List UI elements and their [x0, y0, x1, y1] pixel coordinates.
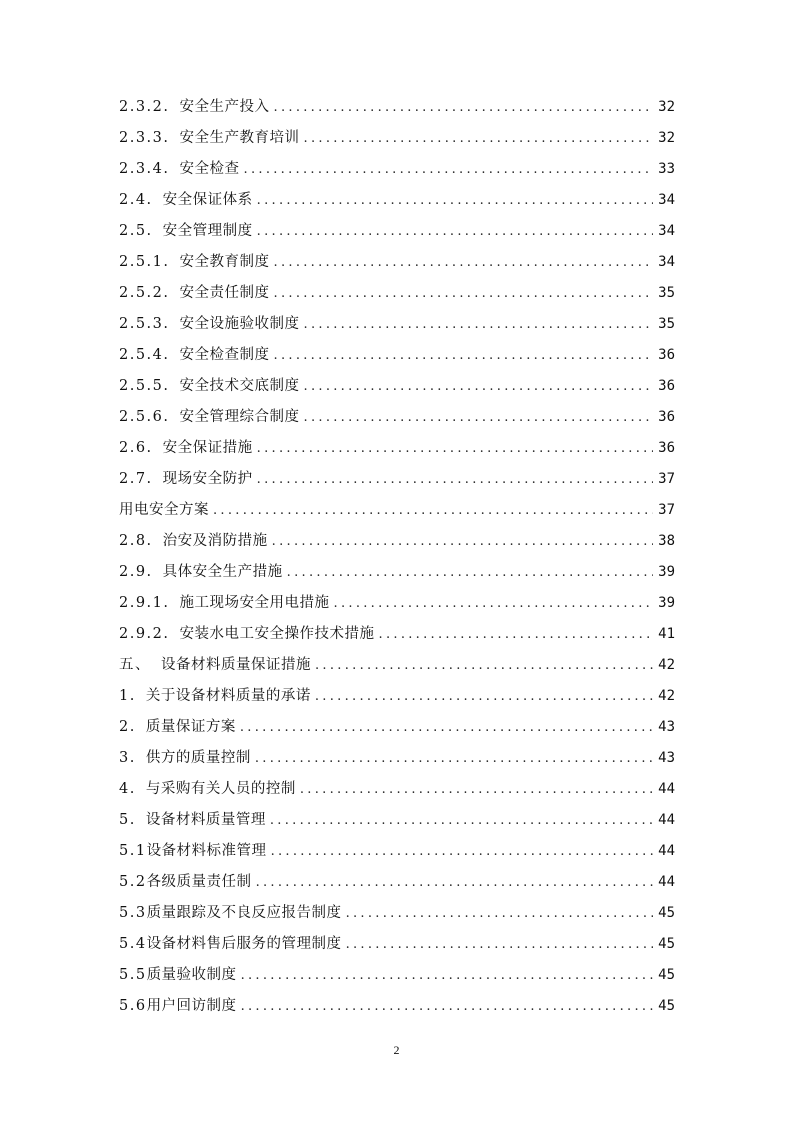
toc-entry-page: 37	[658, 471, 675, 487]
toc-dot-leader	[240, 712, 653, 743]
toc-dot-leader	[244, 154, 653, 185]
toc-dot-leader	[270, 805, 653, 836]
toc-entry-number: 2.3.4.	[119, 161, 170, 177]
toc-entry[interactable]	[119, 402, 675, 433]
toc-entry-title: 与采购有关人员的控制	[145, 781, 296, 797]
toc-entry-page: 42	[658, 657, 675, 673]
toc-entry-page: 44	[658, 874, 675, 890]
toc-dot-leader	[274, 278, 653, 309]
toc-entry-title: 设备材料质量管理	[145, 812, 266, 828]
toc-entry[interactable]	[119, 588, 675, 619]
toc-entry-title: 供方的质量控制	[145, 750, 251, 766]
toc-entry[interactable]	[119, 154, 675, 185]
toc-entry-page: 34	[658, 254, 675, 270]
toc-dot-leader	[257, 433, 653, 464]
toc-entry-page: 44	[658, 812, 675, 828]
toc-entry-page: 33	[658, 161, 675, 177]
toc-entry-number: 2.9.1.	[119, 595, 170, 611]
toc-dot-leader	[346, 929, 653, 960]
toc-entry-number: 2.5.6.	[119, 409, 170, 425]
toc-dot-leader	[274, 340, 653, 371]
toc-entry[interactable]	[119, 867, 675, 898]
toc-entry-number: 2.5.4.	[119, 347, 170, 363]
toc-entry-page: 39	[658, 564, 675, 580]
toc-entry[interactable]	[119, 464, 675, 495]
toc-dot-leader	[379, 619, 653, 650]
toc-entry-number: 5.6	[119, 998, 147, 1014]
toc-entry-title: 安全生产教育培训	[179, 130, 300, 146]
toc-entry[interactable]	[119, 774, 675, 805]
toc-entry-title: 安全检查制度	[179, 347, 270, 363]
toc-entry[interactable]	[119, 743, 675, 774]
toc-dot-leader	[256, 867, 653, 898]
toc-entry-title: 现场安全防护	[162, 471, 253, 487]
toc-entry-title: 安全技术交底制度	[179, 378, 300, 394]
toc-entry-title: 质量验收制度	[146, 967, 237, 983]
toc-entry-page: 45	[658, 905, 675, 921]
toc-entry[interactable]	[119, 836, 675, 867]
toc-entry[interactable]	[119, 123, 675, 154]
toc-entry-number: 5.1	[119, 843, 147, 859]
toc-entry-number: 2.	[119, 719, 136, 735]
toc-entry-page: 45	[658, 998, 675, 1014]
toc-entry-title: 安全保证措施	[162, 440, 253, 456]
toc-entry[interactable]	[119, 805, 675, 836]
toc-entry[interactable]	[119, 371, 675, 402]
toc-entry-title: 安全教育制度	[179, 254, 270, 270]
page-number: 2	[393, 1043, 400, 1057]
toc-entry-title: 各级质量责任制	[146, 874, 252, 890]
toc-entry[interactable]	[119, 712, 675, 743]
toc-entry-number: 5.2	[119, 874, 147, 890]
toc-entry[interactable]	[119, 92, 675, 123]
toc-entry-title: 安全生产投入	[179, 99, 270, 115]
toc-entry[interactable]	[119, 898, 675, 929]
toc-dot-leader	[304, 402, 653, 433]
toc-entry-number: 4.	[119, 781, 136, 797]
toc-entry-title: 安全管理综合制度	[179, 409, 300, 425]
toc-dot-leader	[287, 557, 653, 588]
toc-dot-leader	[255, 743, 653, 774]
toc-entry-page: 42	[658, 688, 675, 704]
toc-entry-number: 2.3.3.	[119, 130, 170, 146]
toc-entry-number: 2.3.2.	[119, 99, 170, 115]
toc-entry-number: 2.5.3.	[119, 316, 170, 332]
toc-entry-page: 35	[658, 285, 675, 301]
toc-entry[interactable]	[119, 216, 675, 247]
toc-entry-title: 安全保证体系	[162, 192, 253, 208]
toc-entry-number: 2.4.	[119, 192, 153, 208]
toc-entry[interactable]	[119, 340, 675, 371]
toc-entry-page: 36	[658, 378, 675, 394]
toc-dot-leader	[241, 960, 653, 991]
toc-entry-number: 2.9.	[119, 564, 153, 580]
toc-entry-number: 2.5.1.	[119, 254, 170, 270]
toc-entry-page: 36	[658, 440, 675, 456]
toc-entry-title: 设备材料售后服务的管理制度	[146, 936, 342, 952]
toc-dot-leader	[274, 92, 653, 123]
toc-entry[interactable]	[119, 278, 675, 309]
toc-entry-page: 39	[658, 595, 675, 611]
toc-entry[interactable]	[119, 247, 675, 278]
toc-entry-title: 治安及消防措施	[162, 533, 268, 549]
toc-entry[interactable]	[119, 557, 675, 588]
toc-entry-title: 用户回访制度	[146, 998, 237, 1014]
toc-entry-number: 5.4	[119, 936, 147, 952]
toc-entry[interactable]	[119, 495, 675, 526]
toc-entry-page: 36	[658, 409, 675, 425]
toc-entry-title: 施工现场安全用电措施	[179, 595, 330, 611]
toc-entry-number: 2.6.	[119, 440, 153, 456]
table-of-contents	[119, 92, 675, 1022]
toc-entry[interactable]	[119, 681, 675, 712]
toc-entry-page: 44	[658, 843, 675, 859]
toc-entry-page: 43	[658, 719, 675, 735]
toc-entry[interactable]	[119, 309, 675, 340]
toc-entry[interactable]	[119, 960, 675, 991]
toc-entry-title: 设备材料标准管理	[146, 843, 267, 859]
toc-entry[interactable]	[119, 619, 675, 650]
toc-entry-page: 45	[658, 967, 675, 983]
toc-dot-leader	[334, 588, 653, 619]
toc-dot-leader	[304, 309, 653, 340]
toc-entry-number: 2.7.	[119, 471, 153, 487]
toc-entry-title: 安全管理制度	[162, 223, 253, 239]
toc-entry-number: 2.5.2.	[119, 285, 170, 301]
toc-entry-title: 具体安全生产措施	[162, 564, 283, 580]
toc-entry-title: 质量保证方案	[145, 719, 236, 735]
toc-entry-number: 5.3	[119, 905, 147, 921]
toc-entry-page: 36	[658, 347, 675, 363]
toc-entry-page: 41	[658, 626, 675, 642]
toc-dot-leader	[315, 681, 653, 712]
toc-entry-number: 5.	[119, 812, 136, 828]
toc-dot-leader	[274, 247, 653, 278]
toc-entry-number: 3.	[119, 750, 136, 766]
toc-dot-leader	[304, 123, 653, 154]
toc-entry-title: 安装水电工安全操作技术措施	[179, 626, 375, 642]
toc-entry-number: 2.9.2.	[119, 626, 170, 642]
toc-entry-page: 34	[658, 223, 675, 239]
toc-entry-number: 2.5.5.	[119, 378, 170, 394]
toc-entry-page: 35	[658, 316, 675, 332]
toc-entry-title: 质量跟踪及不良反应报告制度	[146, 905, 342, 921]
toc-entry-page: 45	[658, 936, 675, 952]
toc-entry[interactable]	[119, 526, 675, 557]
toc-entry-page: 43	[658, 750, 675, 766]
toc-entry-page: 38	[658, 533, 675, 549]
toc-entry-title: 关于设备材料质量的承诺	[145, 688, 311, 704]
toc-entry[interactable]	[119, 991, 675, 1022]
toc-entry[interactable]	[119, 650, 675, 681]
toc-dot-leader	[304, 371, 653, 402]
toc-entry-page: 32	[658, 99, 675, 115]
toc-entry-number: 2.5.	[119, 223, 153, 239]
toc-dot-leader	[257, 464, 653, 495]
toc-dot-leader	[257, 216, 653, 247]
toc-dot-leader	[346, 898, 653, 929]
toc-dot-leader	[257, 185, 653, 216]
toc-dot-leader	[271, 836, 653, 867]
toc-entry-number: 1.	[119, 688, 136, 704]
toc-entry-title: 设备材料质量保证措施	[161, 657, 311, 673]
toc-entry[interactable]	[119, 929, 675, 960]
toc-entry-number: 2.8.	[119, 533, 153, 549]
toc-dot-leader	[300, 774, 653, 805]
toc-entry-title: 安全责任制度	[179, 285, 270, 301]
toc-entry-number: 5.5	[119, 967, 147, 983]
toc-entry-page: 32	[658, 130, 675, 146]
toc-entry-title: 安全设施验收制度	[179, 316, 300, 332]
toc-dot-leader	[213, 495, 653, 526]
toc-entry[interactable]	[119, 185, 675, 216]
toc-entry-title: 安全检查	[179, 161, 240, 177]
toc-entry-page: 34	[658, 192, 675, 208]
toc-entry-title: 用电安全方案	[119, 502, 209, 518]
toc-entry-number: 五、	[119, 657, 151, 673]
toc-dot-leader	[272, 526, 653, 557]
toc-entry[interactable]	[119, 433, 675, 464]
toc-dot-leader	[315, 650, 653, 681]
toc-entry-page: 37	[658, 502, 675, 518]
toc-entry-page: 44	[658, 781, 675, 797]
toc-dot-leader	[241, 991, 653, 1022]
